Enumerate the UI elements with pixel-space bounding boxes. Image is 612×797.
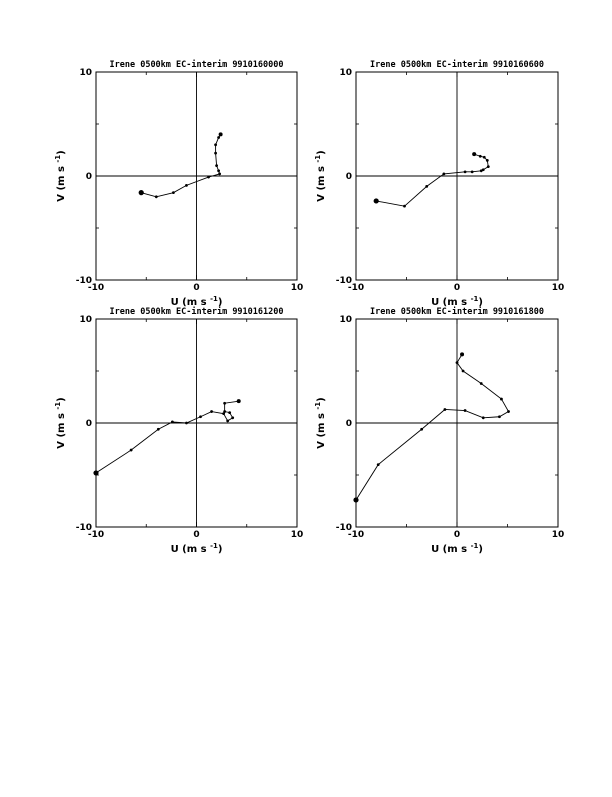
hodograph-point xyxy=(472,152,476,156)
x-tick-label: 0 xyxy=(193,283,200,293)
hodograph-point xyxy=(507,410,510,413)
hodograph-point xyxy=(479,155,482,158)
hodograph-point xyxy=(471,170,474,173)
x-axis-label: U (m s $^{-1}$) xyxy=(170,542,223,555)
hodograph-point xyxy=(157,428,160,431)
x-axis-label-close: ) xyxy=(478,297,483,308)
hodograph-point xyxy=(482,416,485,419)
panel-title: Irene 0500km EC-interim 9910161800 xyxy=(370,307,544,317)
x-tick-label: 10 xyxy=(290,530,304,540)
hodograph-point xyxy=(403,205,406,208)
y-tick-label: -10 xyxy=(75,276,92,286)
x-axis-label: U (m s $^{-1}$) xyxy=(431,295,483,308)
hodograph-point xyxy=(217,169,220,172)
y-tick-label: -10 xyxy=(335,276,352,286)
hodograph-line xyxy=(376,154,488,206)
panel-title: Irene 0500km EC-interim 9910160000 xyxy=(109,60,284,70)
hodograph-point xyxy=(500,398,503,401)
y-tick-label: 10 xyxy=(339,68,352,78)
hodograph-point xyxy=(215,164,218,167)
hodograph-point xyxy=(464,409,467,412)
hodograph-point xyxy=(222,412,225,415)
hodograph-point xyxy=(226,420,229,423)
y-tick-label: 0 xyxy=(345,172,352,182)
hodograph-point xyxy=(185,184,188,187)
y-axis-label-close: ) xyxy=(56,397,67,402)
y-axis-unit-exponent: -1 xyxy=(314,154,322,163)
hodograph-point xyxy=(483,156,486,159)
panel-title: Irene 0500km EC-interim 9910161200 xyxy=(109,307,284,317)
y-tick-label: 0 xyxy=(85,172,92,182)
x-axis-label: U (m s $^{-1}$) xyxy=(431,542,483,555)
hodograph-point xyxy=(237,399,241,403)
y-tick-label: -10 xyxy=(335,523,352,533)
x-tick-label: 10 xyxy=(551,530,565,540)
hodograph-end-point xyxy=(353,497,358,502)
x-axis-unit-exponent: -1 xyxy=(210,542,218,550)
x-axis-label-close: ) xyxy=(478,544,483,555)
x-axis-unit-exponent: -1 xyxy=(210,295,218,303)
y-tick-label: 10 xyxy=(339,315,352,325)
hodograph-end-point xyxy=(139,190,144,195)
hodograph-line xyxy=(141,134,220,196)
x-axis-unit-exponent: -1 xyxy=(470,295,479,303)
hodograph-point xyxy=(420,428,423,431)
hodograph-point xyxy=(207,176,210,179)
panel-2 xyxy=(314,59,564,308)
y-axis-label-close: ) xyxy=(56,150,67,155)
hodograph-point xyxy=(480,382,483,385)
x-tick-label: -10 xyxy=(347,530,365,540)
hodograph-point xyxy=(425,185,428,188)
y-axis-label-close: ) xyxy=(316,397,327,402)
x-tick-label: 10 xyxy=(290,283,304,293)
y-axis-unit-exponent: -1 xyxy=(54,401,62,410)
y-axis-label: V (m s $^{-1}$) xyxy=(314,150,327,202)
y-axis-label: V (m s $^{-1}$) xyxy=(54,150,67,202)
hodograph-point xyxy=(462,370,465,373)
y-axis-label-close: ) xyxy=(316,150,327,155)
hodograph-point xyxy=(223,402,226,405)
y-tick-label: 0 xyxy=(345,419,352,429)
hodograph-point xyxy=(443,408,446,411)
hodograph-point xyxy=(219,132,223,136)
hodograph-point xyxy=(498,415,501,418)
panel-3 xyxy=(54,306,303,555)
y-tick-label: 10 xyxy=(79,315,92,325)
hodograph-point xyxy=(460,352,464,356)
hodograph-point xyxy=(155,195,158,198)
y-axis-unit-exponent: -1 xyxy=(54,154,62,163)
hodograph-point xyxy=(377,463,380,466)
y-axis-label: V (m s $^{-1}$) xyxy=(314,397,327,449)
panel-1 xyxy=(54,59,303,308)
x-axis-label-close: ) xyxy=(217,544,223,555)
x-axis-label-close: ) xyxy=(217,297,223,308)
hodograph-point xyxy=(130,449,133,452)
x-tick-label: 10 xyxy=(551,283,565,293)
hodograph-end-point xyxy=(93,470,98,475)
x-tick-label: 0 xyxy=(193,530,200,540)
panel-title: Irene 0500km EC-interim 9910160600 xyxy=(370,60,544,70)
hodograph-line xyxy=(356,354,509,500)
hodograph-point xyxy=(217,136,220,139)
hodograph-point xyxy=(172,191,175,194)
y-tick-label: 10 xyxy=(79,68,92,78)
y-axis-label: V (m s $^{-1}$) xyxy=(54,397,67,449)
hodograph-point xyxy=(214,143,217,146)
x-tick-label: 0 xyxy=(453,283,461,293)
hodograph-line xyxy=(96,401,239,473)
y-tick-label: -10 xyxy=(75,523,92,533)
x-tick-label: 0 xyxy=(453,530,461,540)
hodograph-point xyxy=(171,421,174,424)
hodograph-point xyxy=(464,170,467,173)
hodograph-point xyxy=(228,411,231,414)
x-tick-label: -10 xyxy=(87,283,105,293)
x-tick-label: -10 xyxy=(347,283,365,293)
hodograph-point xyxy=(231,416,234,419)
hodograph-point xyxy=(214,152,217,155)
y-axis-unit-exponent: -1 xyxy=(314,401,322,410)
hodograph-point xyxy=(486,159,489,162)
y-tick-label: 0 xyxy=(85,419,92,429)
hodograph-point xyxy=(218,173,221,176)
hodograph-point xyxy=(487,165,490,168)
panel-4 xyxy=(314,306,564,555)
hodograph-point xyxy=(185,422,188,425)
x-axis-label: U (m s $^{-1}$) xyxy=(170,295,223,308)
hodograph-point xyxy=(456,361,459,364)
hodograph-point xyxy=(442,173,445,176)
hodograph-point xyxy=(480,169,483,172)
x-tick-label: -10 xyxy=(87,530,105,540)
hodograph-point xyxy=(210,410,213,413)
x-axis-unit-exponent: -1 xyxy=(470,542,479,550)
hodograph-point xyxy=(199,415,202,418)
hodograph-end-point xyxy=(374,198,379,203)
